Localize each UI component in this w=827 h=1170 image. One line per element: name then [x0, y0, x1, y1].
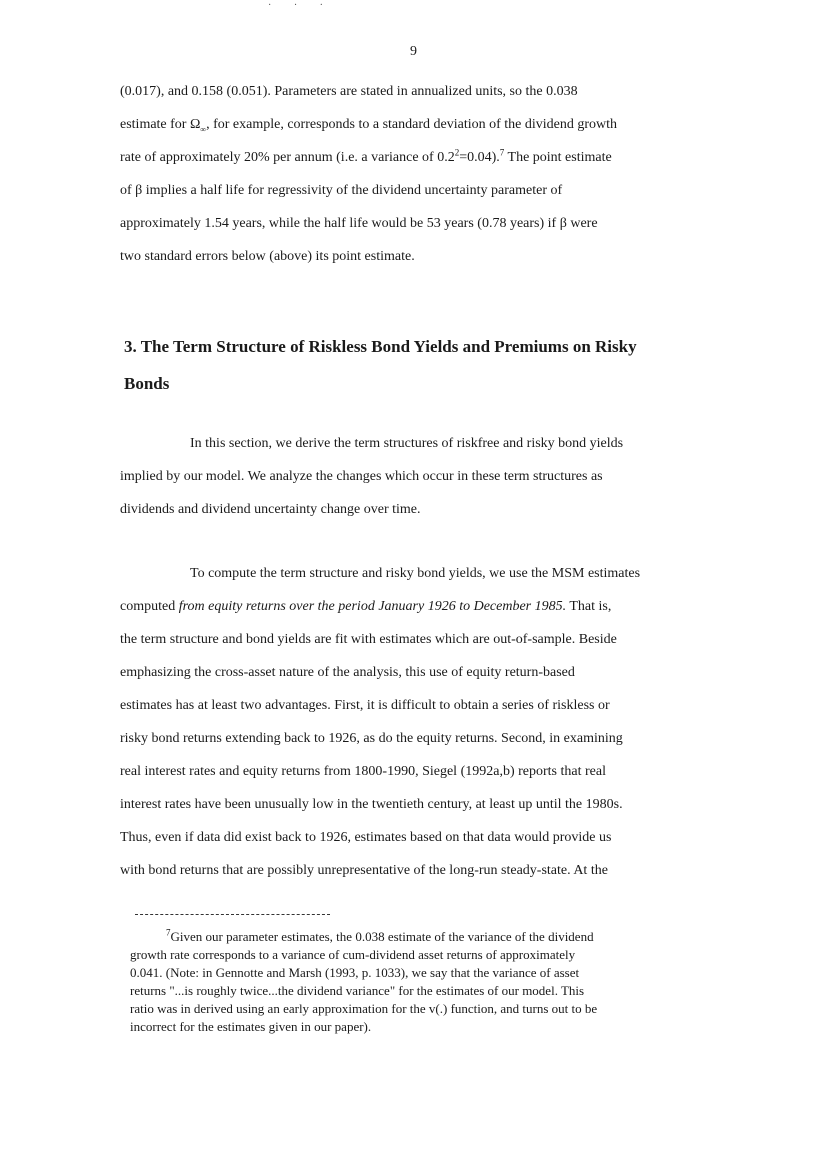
- footnote-line: incorrect for the estimates given in our paper).: [130, 1019, 372, 1034]
- text-line: of β implies a half life for regressivity of the dividend uncertainty parameter of: [120, 183, 563, 198]
- text-line: real interest rates and equity returns from 1800-1990, Siegel (1992a,b) reports that real: [120, 764, 606, 779]
- beta-symbol: β: [559, 216, 567, 231]
- footnote-line: returns "...is roughly twice...the dividend variance" for the estimates of our model. This: [130, 983, 585, 998]
- page-number: 9: [410, 44, 417, 59]
- paragraph-section-intro: [120, 427, 720, 526]
- text-line: risky bond returns extending back to 1926, as do the equity returns. Second, in examining: [120, 731, 623, 746]
- footnote-line: growth rate corresponds to a variance of cum-dividend asset returns of approximately: [130, 947, 576, 962]
- footnote-line: ratio was in derived using an early approximation for the v(.) function, and turns out to be: [130, 1001, 598, 1016]
- text-line: estimate for $\Omega_\infty$, for example, corresponds to a standard deviation of the dividend growth: [120, 117, 618, 134]
- text-line: with bond returns that are possibly unrepresentative of the long-run steady-state. At the: [120, 863, 608, 878]
- text-line: computed from equity returns over the period January 1926 to December 1985. That is,: [120, 599, 612, 614]
- text-line: implied by our model. We analyze the changes which occur in these term structures as: [120, 469, 603, 484]
- text-line: emphasizing the cross-asset nature of the analysis, this use of equity return-based: [120, 665, 575, 680]
- text-line: estimates has at least two advantages. First, it is difficult to obtain a series of riskless or: [120, 698, 610, 713]
- omega-symbol: Ω: [189, 117, 201, 132]
- paragraph-msm-estimates: [120, 557, 720, 887]
- heading-line: Bonds: [124, 374, 170, 393]
- footnote-divider: [135, 914, 330, 915]
- footnote-line: $^7$Given our parameter estimates, the 0.038 estimate of the variance of the dividend: [166, 927, 594, 944]
- footnote-reference: 7: [499, 147, 505, 158]
- text-line: (0.017), and 0.158 (0.051). Parameters are stated in annualized units, so the 0.038: [120, 84, 578, 99]
- text-line: two standard errors below (above) its point estimate.: [120, 249, 415, 264]
- text-line: approximately 1.54 years, while the half life would be 53 years (0.78 years) if β were: [120, 216, 598, 231]
- text-line: To compute the term structure and risky bond yields, we use the MSM estimates: [190, 566, 641, 581]
- text-line: rate of approximately 20% per annum (i.e. a variance of $0.2^2=0.04).^7$ The point estimate: [120, 147, 612, 165]
- italic-text: from equity returns over the period January 1926 to December 1985.: [178, 599, 567, 614]
- scan-specks: · · ·: [268, 0, 333, 11]
- text-line: dividends and dividend uncertainty change over time.: [120, 502, 421, 517]
- beta-symbol: β: [135, 183, 143, 198]
- footnote-line: 0.041. (Note: in Gennotte and Marsh (1993, p. 1033), we say that the variance of asset: [130, 965, 580, 980]
- paragraph-parameter-estimates: [120, 75, 720, 273]
- text-line: the term structure and bond yields are fit with estimates which are out-of-sample. Beside: [120, 632, 617, 647]
- infinity-subscript: ∞: [200, 124, 207, 134]
- footnote-mark: 7: [166, 927, 171, 938]
- text-line: Thus, even if data did exist back to 1926, estimates based on that data would provide us: [120, 830, 612, 845]
- section-heading: [124, 328, 637, 402]
- text-line: interest rates have been unusually low in the twentieth century, at least up until the 1980s.: [120, 797, 623, 812]
- footnote: [130, 928, 742, 1036]
- heading-line: 3. The Term Structure of Riskless Bond Yields and Premiums on Risky: [124, 337, 637, 356]
- text-line: In this section, we derive the term structures of riskfree and risky bond yields: [190, 436, 624, 451]
